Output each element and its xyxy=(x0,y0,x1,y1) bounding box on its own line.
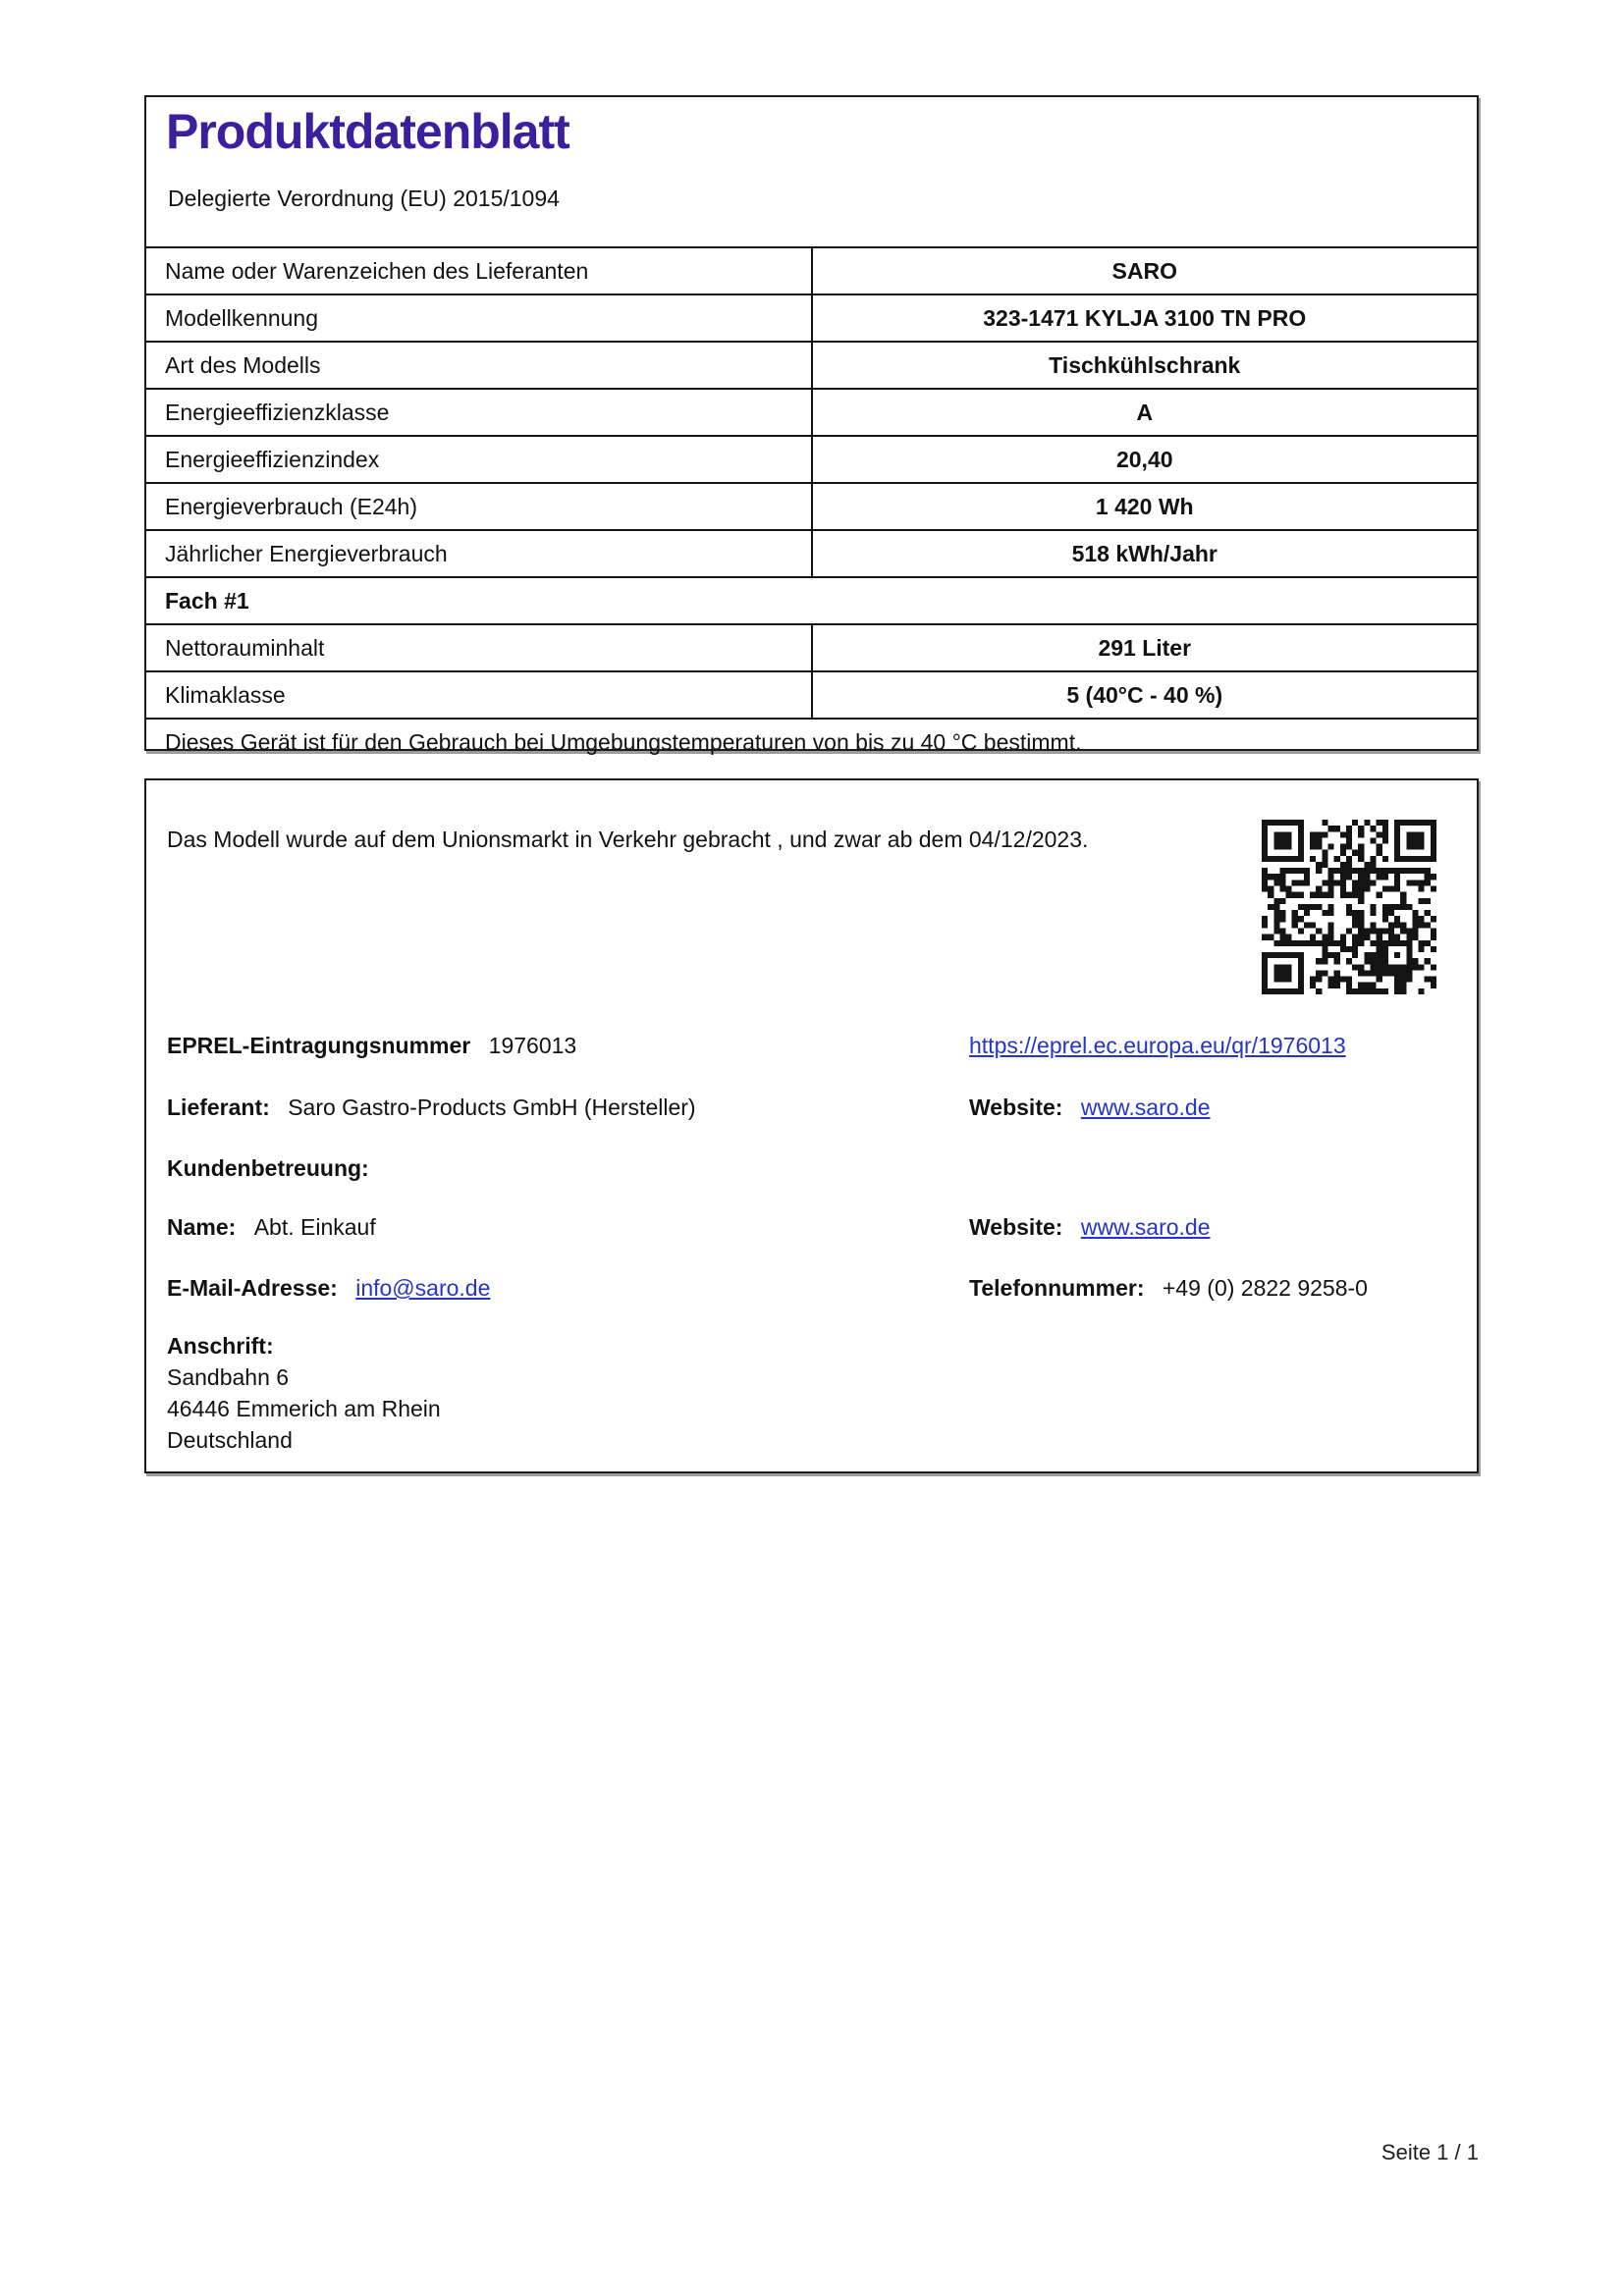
website-link[interactable]: www.saro.de xyxy=(1080,1095,1211,1120)
customer-care-heading: Kundenbetreuung: xyxy=(167,1155,369,1181)
regulation-subtitle: Delegierte Verordnung (EU) 2015/1094 xyxy=(168,186,560,211)
spec-table xyxy=(146,246,1477,765)
eprel-link[interactable]: https://eprel.ec.europa.eu/qr/1976013 xyxy=(969,1033,1346,1058)
table-row xyxy=(146,389,1477,436)
spec-value: Tischkühlschrank xyxy=(812,342,1478,389)
contact-name-value: Abt. Einkauf xyxy=(253,1214,376,1240)
spec-label: Energieeffizienzindex xyxy=(146,436,812,483)
spec-label: Modellkennung xyxy=(146,294,812,342)
spec-value: 5 (40°C - 40 %) xyxy=(812,671,1478,719)
table-row xyxy=(146,530,1477,577)
eprel-number-value: 1976013 xyxy=(488,1033,577,1058)
spec-value: 518 kWh/Jahr xyxy=(812,530,1478,577)
ambient-note: Dieses Gerät ist für den Gebrauch bei Umgebungstemperaturen von bis zu 40 °C bestimmt. xyxy=(146,719,1477,765)
address-line: Deutschland xyxy=(167,1427,293,1453)
address-line: 46446 Emmerich am Rhein xyxy=(167,1396,441,1421)
market-statement: Das Modell wurde auf dem Unionsmarkt in Verkehr gebracht , und zwar ab dem 04/12/2023. xyxy=(167,827,1089,852)
email-row xyxy=(167,1275,490,1302)
eprel-number-label: EPREL-Eintragungsnummer xyxy=(167,1033,471,1058)
spec-value: 291 Liter xyxy=(812,624,1478,671)
spec-label: Name oder Warenzeichen des Lieferanten xyxy=(146,247,812,294)
table-row xyxy=(146,671,1477,719)
ambient-note-row xyxy=(146,719,1477,765)
table-row xyxy=(146,436,1477,483)
spec-label: Klimaklasse xyxy=(146,671,812,719)
spec-value: A xyxy=(812,389,1478,436)
supplier-row xyxy=(167,1095,696,1121)
eprel-number-row xyxy=(167,1033,576,1059)
table-row xyxy=(146,624,1477,671)
email-link[interactable]: info@saro.de xyxy=(355,1275,491,1301)
phone-value: +49 (0) 2822 9258-0 xyxy=(1162,1275,1368,1301)
spec-label: Art des Modells xyxy=(146,342,812,389)
spec-value: SARO xyxy=(812,247,1478,294)
compartment-section-header: Fach #1 xyxy=(146,577,1477,624)
table-row xyxy=(146,342,1477,389)
spec-label: Energieverbrauch (E24h) xyxy=(146,483,812,530)
email-label: E-Mail-Adresse: xyxy=(167,1275,338,1301)
spec-value: 323-1471 KYLJA 3100 TN PRO xyxy=(812,294,1478,342)
compartment-section-row xyxy=(146,577,1477,624)
website-link[interactable]: www.saro.de xyxy=(1080,1214,1211,1240)
page-footer: Seite 1 / 1 xyxy=(1380,2140,1479,2164)
spec-label: Energieeffizienzklasse xyxy=(146,389,812,436)
contact-name-label: Name: xyxy=(167,1214,237,1240)
table-row xyxy=(146,247,1477,294)
table-row xyxy=(146,483,1477,530)
phone-label: Telefonnummer: xyxy=(969,1275,1145,1301)
spec-label: Nettorauminhalt xyxy=(146,624,812,671)
address-heading: Anschrift: xyxy=(167,1333,274,1359)
spec-label: Jährlicher Energieverbrauch xyxy=(146,530,812,577)
spec-value: 20,40 xyxy=(812,436,1478,483)
contact-name-row xyxy=(167,1214,376,1241)
spec-value: 1 420 Wh xyxy=(812,483,1478,530)
address-line: Sandbahn 6 xyxy=(167,1364,290,1390)
qr-code-icon xyxy=(1262,820,1436,994)
supplier-value: Saro Gastro-Products GmbH (Hersteller) xyxy=(288,1095,696,1120)
table-row xyxy=(146,294,1477,342)
address-block xyxy=(167,1330,441,1456)
page-title: Produktdatenblatt xyxy=(166,104,569,159)
supplier-label: Lieferant: xyxy=(167,1095,270,1120)
website-label: Website: xyxy=(969,1095,1063,1120)
market-info-box xyxy=(144,778,1479,1473)
product-datasheet-box xyxy=(144,95,1479,755)
website-label: Website: xyxy=(969,1214,1063,1240)
